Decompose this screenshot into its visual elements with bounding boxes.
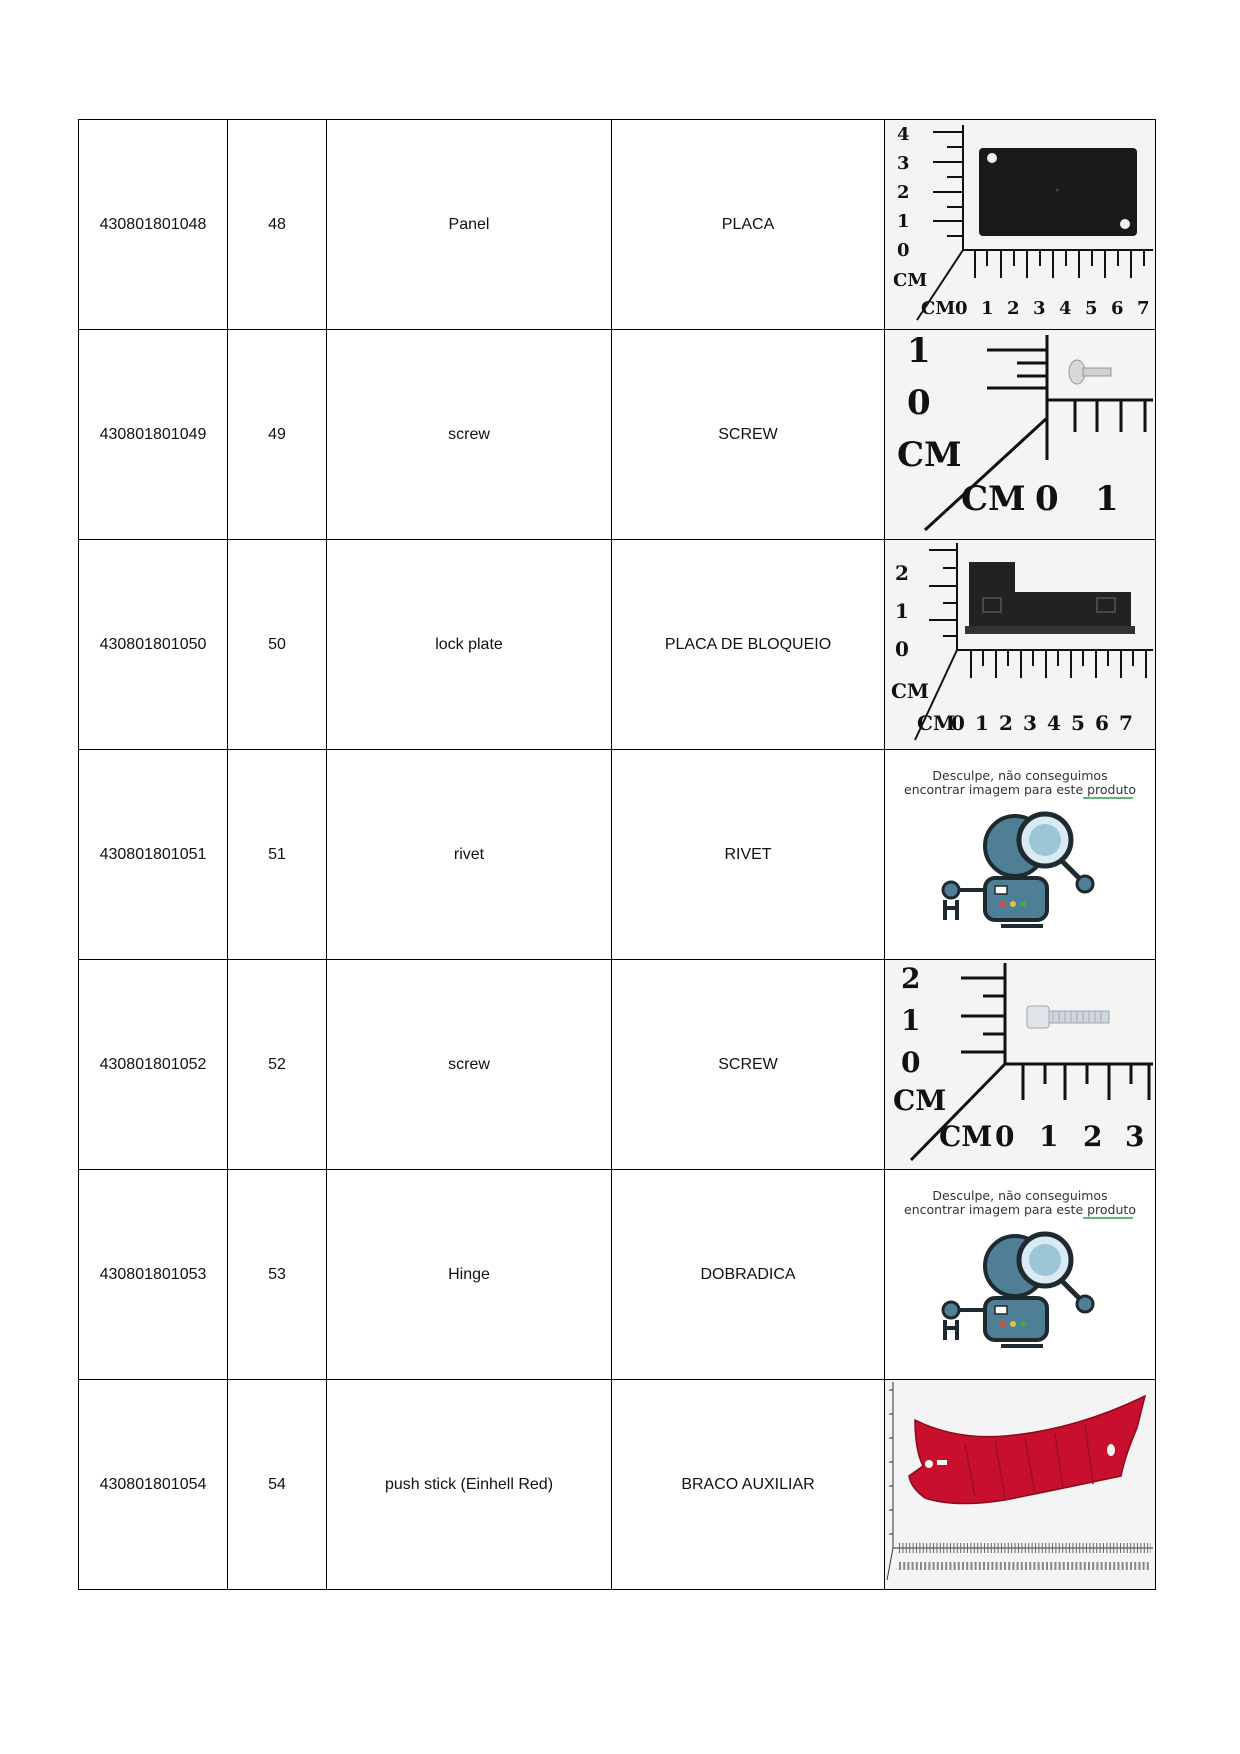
part-name-pt: DOBRADICA xyxy=(612,1170,885,1380)
cm-label: CM xyxy=(961,479,1026,519)
tick-label: 0 xyxy=(895,637,909,661)
part-code: 430801801048 xyxy=(79,120,228,330)
cm-label: CM xyxy=(891,679,930,703)
screw-part xyxy=(1069,360,1111,384)
part-number: 51 xyxy=(228,750,327,960)
part-name-pt: BRACO AUXILIAR xyxy=(612,1380,885,1590)
tick-label: 1 xyxy=(907,331,931,371)
tick-label: 1 xyxy=(901,1004,921,1037)
tick-label: 7 xyxy=(1119,711,1133,735)
tick-label: 4 xyxy=(1047,711,1061,735)
tick-label: 1 xyxy=(981,298,994,319)
tick-label: 1 xyxy=(975,711,989,735)
placeholder-line2: encontrar imagem para este produto xyxy=(904,1202,1136,1217)
lock-plate-part xyxy=(965,562,1135,634)
part-code: 430801801049 xyxy=(79,330,228,540)
part-name-en: screw xyxy=(327,330,612,540)
robot-magnifier-icon xyxy=(943,1234,1093,1346)
cm-label: CM xyxy=(917,711,956,735)
tick-label: 2 xyxy=(895,561,909,585)
panel-photo xyxy=(885,120,1155,329)
tick-label: 5 xyxy=(1071,711,1085,735)
tick-label: 0 xyxy=(901,1046,921,1079)
tick-label: 0 xyxy=(951,711,965,735)
screw-part xyxy=(1027,1006,1109,1028)
cm-label: CM xyxy=(897,435,962,475)
cm-label: CM xyxy=(939,1120,993,1153)
part-name-pt: PLACA DE BLOQUEIO xyxy=(612,540,885,750)
part-code: 430801801052 xyxy=(79,960,228,1170)
cm-label: CM xyxy=(921,298,956,319)
part-name-pt: PLACA xyxy=(612,120,885,330)
table-row xyxy=(79,1170,1156,1380)
tick-label: 3 xyxy=(897,153,910,174)
part-number: 54 xyxy=(228,1380,327,1590)
part-number: 49 xyxy=(228,330,327,540)
tick-label: 2 xyxy=(897,182,910,203)
tick-label: 1 xyxy=(897,211,910,232)
part-photo xyxy=(885,960,1156,1170)
tick-label: 4 xyxy=(1059,298,1072,319)
tick-label: 3 xyxy=(1125,1120,1145,1153)
part-code: 430801801051 xyxy=(79,750,228,960)
table-row xyxy=(79,750,1156,960)
part-number: 53 xyxy=(228,1170,327,1380)
part-photo xyxy=(885,1380,1156,1590)
part-name-en: push stick (Einhell Red) xyxy=(327,1380,612,1590)
tick-label: 5 xyxy=(1085,298,1098,319)
robot-placeholder xyxy=(885,1170,1155,1379)
tick-label: 0 xyxy=(955,298,968,319)
part-name-pt: SCREW xyxy=(612,330,885,540)
placeholder-line1: Desculpe, não conseguimos xyxy=(932,1188,1108,1203)
no-image-placeholder xyxy=(885,750,1156,960)
screw-photo xyxy=(885,330,1155,539)
lock-plate-photo xyxy=(885,540,1155,749)
tick-label: 0 xyxy=(1035,479,1059,519)
part-name-en: rivet xyxy=(327,750,612,960)
parts-table xyxy=(78,119,1156,1590)
tick-label: 6 xyxy=(1095,711,1109,735)
tick-label: 6 xyxy=(1111,298,1124,319)
part-number: 50 xyxy=(228,540,327,750)
table-row xyxy=(79,960,1156,1170)
no-image-placeholder xyxy=(885,1170,1156,1380)
part-name-pt: RIVET xyxy=(612,750,885,960)
tick-label: 0 xyxy=(907,383,931,423)
placeholder-line2: encontrar imagem para este produto xyxy=(904,782,1136,797)
robot-magnifier-icon xyxy=(943,814,1093,926)
part-code: 430801801054 xyxy=(79,1380,228,1590)
table-row xyxy=(79,330,1156,540)
panel-part xyxy=(979,148,1137,236)
tick-label: 4 xyxy=(897,124,910,145)
tick-label: 1 xyxy=(1039,1120,1059,1153)
cm-label: CM xyxy=(893,270,928,291)
cm-label: CM xyxy=(893,1084,947,1117)
push-stick-photo xyxy=(885,1380,1155,1589)
tick-label: 1 xyxy=(1095,479,1119,519)
tick-label: 2 xyxy=(901,962,921,995)
table-row xyxy=(79,1380,1156,1590)
part-photo xyxy=(885,330,1156,540)
part-number: 52 xyxy=(228,960,327,1170)
part-name-en: Hinge xyxy=(327,1170,612,1380)
part-code: 430801801053 xyxy=(79,1170,228,1380)
part-name-en: screw xyxy=(327,960,612,1170)
tick-label: 1 xyxy=(895,599,909,623)
tick-label: 7 xyxy=(1137,298,1150,319)
part-photo xyxy=(885,120,1156,330)
push-stick-part xyxy=(909,1396,1145,1504)
part-number: 48 xyxy=(228,120,327,330)
tick-label: 2 xyxy=(1083,1120,1103,1153)
robot-placeholder xyxy=(885,750,1155,959)
tick-label: 3 xyxy=(1033,298,1046,319)
tick-label: 0 xyxy=(995,1120,1015,1153)
tick-label: 3 xyxy=(1023,711,1037,735)
tick-label: 2 xyxy=(999,711,1013,735)
table-row xyxy=(79,120,1156,330)
tick-label: 0 xyxy=(897,240,910,261)
part-code: 430801801050 xyxy=(79,540,228,750)
table-row xyxy=(79,540,1156,750)
part-photo xyxy=(885,540,1156,750)
part-name-en: Panel xyxy=(327,120,612,330)
tick-label: 2 xyxy=(1007,298,1020,319)
placeholder-line1: Desculpe, não conseguimos xyxy=(932,768,1108,783)
part-name-pt: SCREW xyxy=(612,960,885,1170)
screw-long-photo xyxy=(885,960,1155,1169)
part-name-en: lock plate xyxy=(327,540,612,750)
